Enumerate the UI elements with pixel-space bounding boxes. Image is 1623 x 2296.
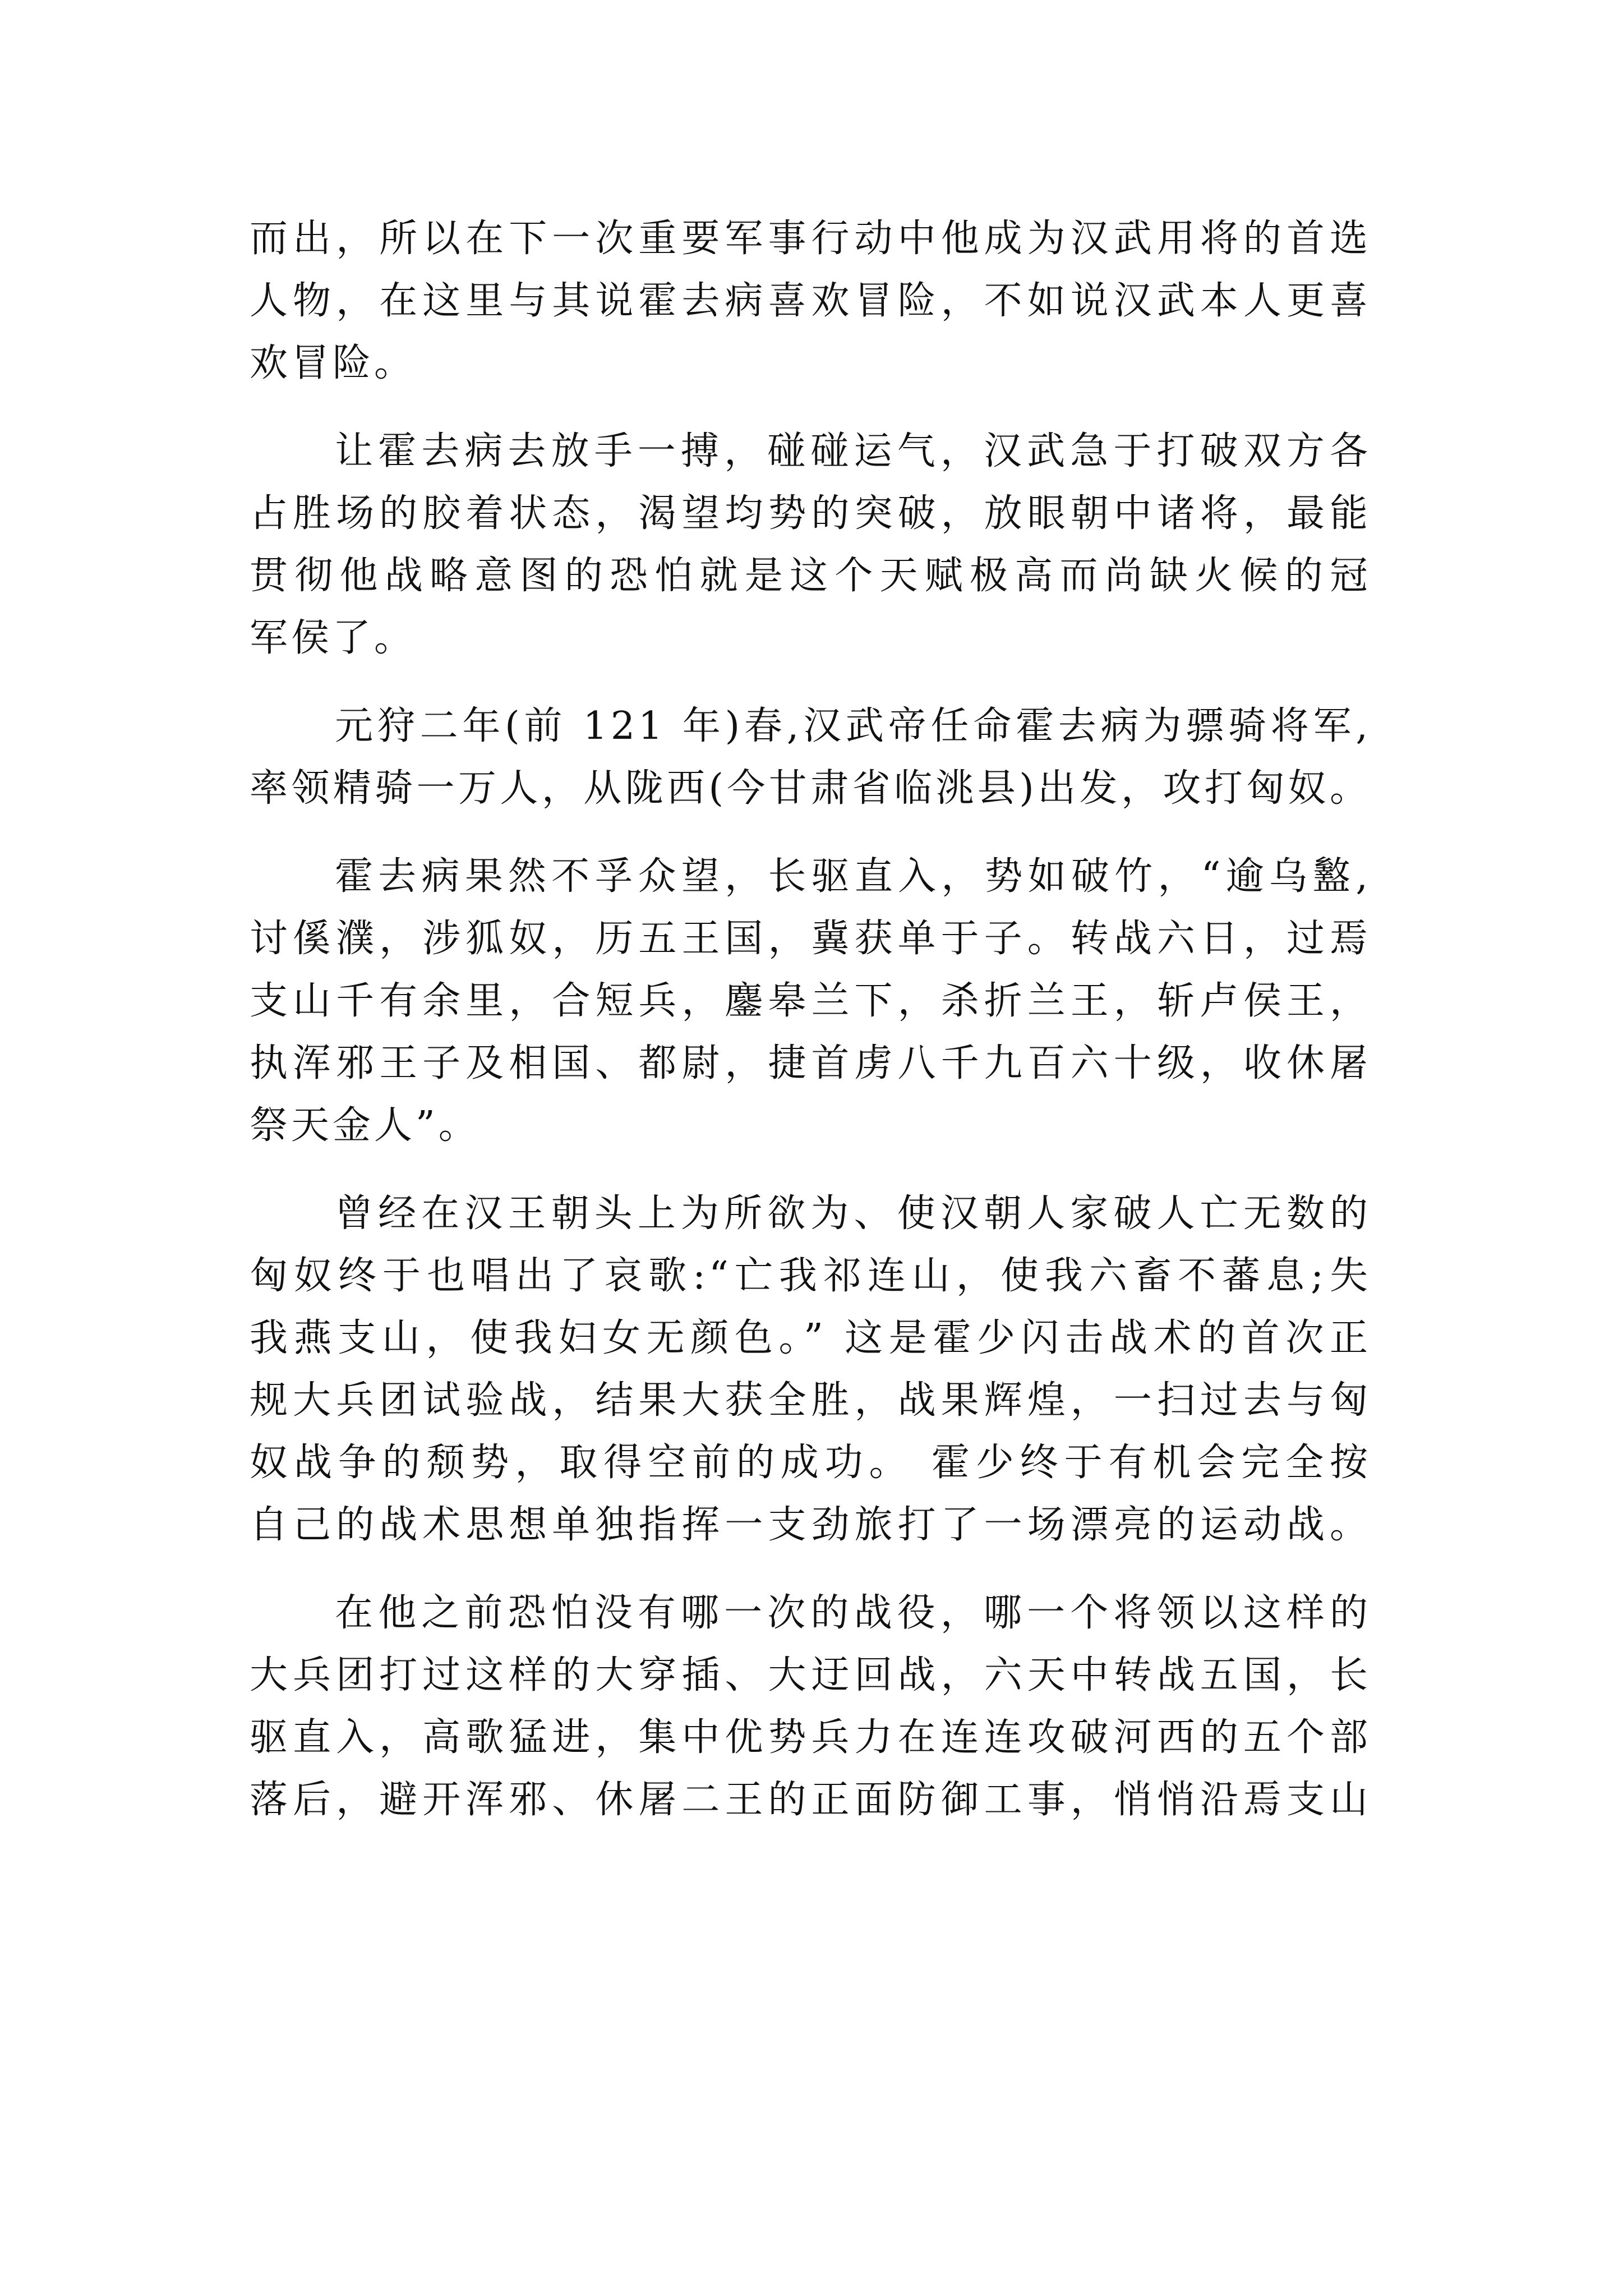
paragraph [250,1182,1371,1556]
text-line: 大兵团打过这样的大穿插、大迂回战，六天中转战五国，长 [250,1653,1371,1697]
text-line: 军侯了。 [250,616,416,660]
paragraph [250,208,1371,394]
text-line: 贯彻他战略意图的恐怕就是这个天赋极高而尚缺火候的冠 [250,554,1371,598]
text-line: 执浑邪王子及相国、都尉，捷首虏八千九百六十级，收休屠 [250,1041,1371,1085]
text-line: 在他之前恐怕没有哪一次的战役，哪一个将领以这样的 [335,1591,1371,1635]
text-line: 率领精骑一万人，从陇西(今甘肃省临洮县)出发，攻打匈奴。 [250,766,1371,811]
text-line: 我燕支山，使我妇女无颜色。” 这是霍少闪击战术的首次正 [250,1316,1371,1360]
text-line: 让霍去病去放手一搏，碰碰运气，汉武急于打破双方各 [335,429,1371,473]
text-line: 元狩二年(前 121 年)春,汉武帝任命霍去病为骠骑将军, [335,704,1371,748]
text-line: 落后，避开浑邪、休屠二王的正面防御工事，悄悄沿焉支山 [250,1778,1371,1822]
paragraph [250,695,1371,820]
text-line: 自己的战术思想单独指挥一支劲旅打了一场漂亮的运动战。 [250,1503,1371,1547]
body-text [250,208,1371,1831]
text-line: 规大兵团试验战，结果大获全胜，战果辉煌，一扫过去与匈 [250,1378,1371,1423]
text-line: 奴战争的颓势，取得空前的成功。 霍少终于有机会完全按 [250,1441,1371,1485]
text-line: 驱直入，高歌猛进，集中优势兵力在连连攻破河西的五个部 [250,1715,1371,1760]
text-line: 欢冒险。 [250,341,416,385]
paragraph [250,420,1371,669]
text-line: 匈奴终于也唱出了哀歌:“亡我祁连山，使我六畜不蕃息;失 [250,1254,1371,1298]
text-line: 支山千有余里，合短兵，鏖皋兰下，杀折兰王，斩卢侯王， [250,979,1371,1023]
paragraph [250,1582,1371,1831]
text-line: 讨傒濮，涉狐奴，历五王国，冀获单于子。转战六日，过焉 [250,917,1371,961]
text-line: 曾经在汉王朝头上为所欲为、使汉朝人家破人亡无数的 [335,1191,1371,1236]
text-line: 祭天金人”。 [250,1103,480,1148]
paragraph [250,845,1371,1157]
text-line: 人物，在这里与其说霍去病喜欢冒险，不如说汉武本人更喜 [250,279,1371,323]
text-line: 占胜场的胶着状态，渴望均势的突破，放眼朝中诸将，最能 [250,491,1371,536]
text-line: 而出，所以在下一次重要军事行动中他成为汉武用将的首选 [250,217,1371,261]
text-line: 霍去病果然不孚众望，长驱直入，势如破竹，“逾乌盭, [335,854,1371,899]
